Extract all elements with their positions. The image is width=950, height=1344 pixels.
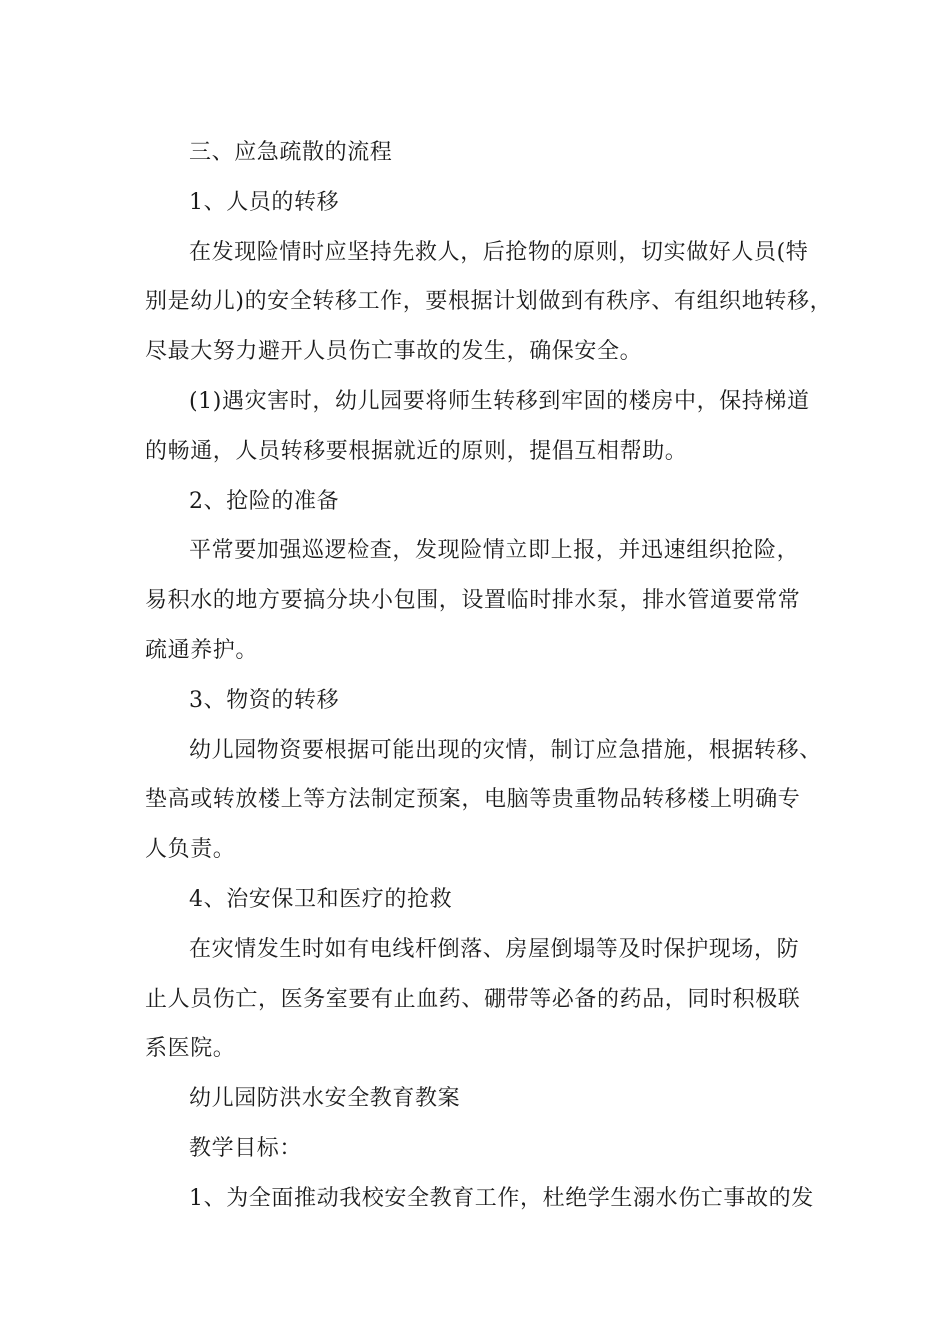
paragraph-line: 在发现险情时应坚持先救人，后抢物的原则，切实做好人员(特 bbox=[189, 239, 809, 265]
document-body bbox=[145, 128, 833, 1224]
teaching-goals-label: 教学目标： bbox=[189, 1135, 303, 1161]
subheading: 4、治安保卫和医疗的抢救 bbox=[189, 886, 453, 912]
paragraph-line: 止人员伤亡，医务室要有止血药、硼带等必备的药品，同时积极联 bbox=[145, 986, 801, 1012]
paragraph-line: (1)遇灾害时，幼儿园要将师生转移到牢固的楼房中，保持梯道 bbox=[189, 388, 810, 414]
subheading: 1、人员的转移 bbox=[189, 189, 340, 215]
paragraph-line: 垫高或转放楼上等方法制定预案，电脑等贵重物品转移楼上明确专 bbox=[145, 787, 801, 813]
lesson-plan-title: 幼儿园防洪水安全教育教案 bbox=[189, 1086, 461, 1112]
paragraph-line: 尽最大努力避开人员伤亡事故的发生，确保安全。 bbox=[145, 339, 643, 365]
paragraph-line: 疏通养护。 bbox=[145, 637, 259, 663]
paragraph-line: 幼儿园物资要根据可能出现的灾情，制订应急措施，根据转移、 bbox=[189, 737, 822, 763]
paragraph-line: 1、为全面推动我校安全教育工作，杜绝学生溺水伤亡事故的发 bbox=[189, 1185, 814, 1211]
paragraph-line: 在灾情发生时如有电线杆倒落、房屋倒塌等及时保护现场，防 bbox=[189, 936, 800, 962]
paragraph-line: 别是幼儿)的安全转移工作，要根据计划做到有秩序、有组织地转移， bbox=[145, 289, 833, 315]
subheading: 3、物资的转移 bbox=[189, 687, 340, 713]
paragraph-line: 人负责。 bbox=[145, 837, 236, 863]
section-heading: 三、应急疏散的流程 bbox=[189, 140, 393, 165]
subheading: 2、抢险的准备 bbox=[189, 488, 340, 514]
paragraph-line: 易积水的地方要搞分块小包围，设置临时排水泵，排水管道要常常 bbox=[145, 588, 801, 614]
paragraph-line: 的畅通，人员转移要根据就近的原则，提倡互相帮助。 bbox=[145, 438, 688, 464]
paragraph-line: 系医院。 bbox=[145, 1036, 236, 1062]
paragraph-line: 平常要加强巡逻检查，发现险情立即上报，并迅速组织抢险， bbox=[189, 538, 800, 564]
